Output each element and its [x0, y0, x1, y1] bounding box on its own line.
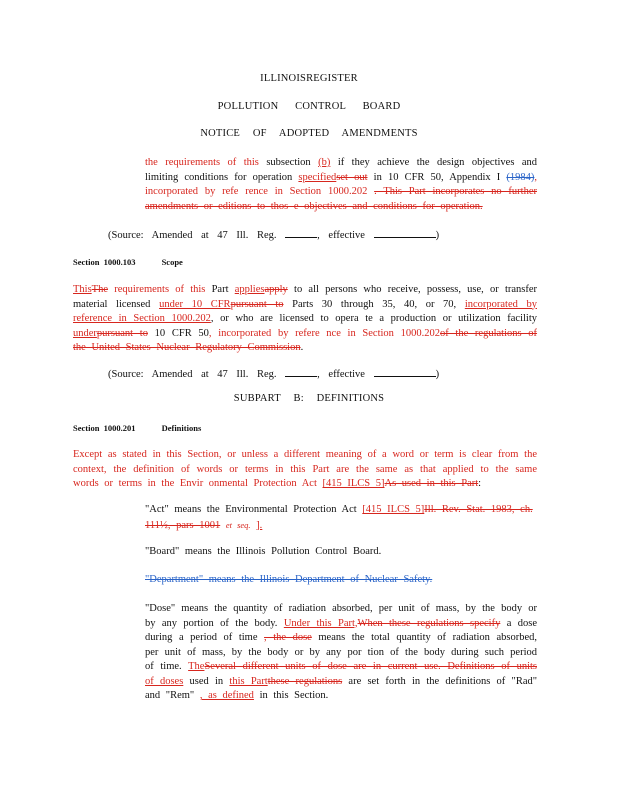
text-run: "Act" means the Environmental Protection Act — [145, 504, 357, 515]
inserted-text: This — [73, 284, 92, 295]
deleted-text: pursuant to — [230, 298, 284, 310]
deleted-text: As used in this Part — [384, 478, 479, 489]
inserted-text: (b) — [318, 157, 331, 168]
inserted-text: incorporated by reference in Section 1000.202 — [73, 298, 537, 324]
source-text: Amended at 47 Ill. Reg. — [151, 230, 277, 241]
board-title: POLLUTION CONTROL BOARD — [217, 101, 401, 112]
blank-line — [374, 227, 436, 238]
deleted-text: set out — [336, 171, 368, 183]
comma: , — [317, 230, 320, 241]
text-run: . — [300, 342, 304, 353]
section-heading — [73, 257, 183, 267]
text-run: Parts 30 through 35, 40, or 70, — [292, 298, 457, 310]
source-note — [108, 227, 439, 241]
scope-paragraph — [73, 283, 537, 356]
inserted-text: under — [73, 327, 97, 339]
source-text: Amended at 47 Ill. Reg. — [151, 369, 277, 380]
inserted-text: ]. — [256, 519, 263, 531]
text-run: to all persons who receive, possess, use, or transfer material licensed — [73, 284, 538, 310]
deleted-text: The — [91, 284, 108, 295]
section-heading — [73, 423, 201, 433]
inserted-text: specified — [298, 171, 337, 183]
blank-line — [285, 366, 317, 377]
section-number: Section 1000.201 — [73, 423, 136, 433]
deleted-text: these regulations — [267, 675, 343, 687]
blank-line — [374, 366, 436, 377]
text-run: a dose during a period of time — [145, 617, 538, 643]
close-paren: ) — [435, 230, 440, 241]
notice-title: NOTICE OF ADOPTED AMENDMENTS — [200, 128, 418, 139]
effective-label: effective — [328, 369, 365, 380]
inserted-text: , incorporated by refere nce in Section 1000.202 — [208, 327, 440, 339]
blank-line — [285, 227, 317, 238]
inserted-text: [415 ILCS 5] — [322, 478, 385, 489]
inserted-text: Under this Part, — [283, 617, 358, 629]
deleted-text: . This Part incorporates no further amendments or editions to thos e objectives and conditions for operation. — [145, 186, 537, 212]
source-label: (Source: — [108, 369, 144, 380]
inserted-text: The — [188, 661, 205, 672]
deleted-text: apply — [264, 284, 288, 295]
deleted-text: Several different units of dose are in current use. Definitions of units — [204, 661, 537, 672]
text-run: : — [478, 478, 482, 489]
deleted-text: , the dose — [264, 632, 312, 643]
inserted-text: this Part — [229, 675, 268, 687]
section-title: Scope — [161, 257, 183, 267]
inserted-text: the requirements of this — [145, 157, 259, 168]
inserted-text: , incorporated by refe rence in Section 1000.202 — [145, 171, 537, 197]
inserted-text: Except as stated in this Section, or unless a different meaning of a word or term is clear from the context, the definition of words or terms in this Part are the same as that applied to the same words or terms in the Envir onmental Protection Act — [73, 449, 537, 489]
subsection-paragraph — [145, 156, 537, 214]
definition-act — [145, 503, 537, 533]
text-run: Part — [211, 284, 229, 295]
definition-department: "Department" means the Illinois Department of Nuclear Safety. — [145, 574, 433, 585]
effective-label: effective — [328, 230, 365, 241]
italic-text: et seq. — [225, 519, 251, 530]
inserted-text: of doses — [145, 675, 184, 687]
deleted-text: Ill. Rev. Stat. 1983, ch. 111½, pars 1001 — [145, 504, 533, 531]
deleted-text: (1984) — [506, 171, 535, 183]
deleted-text: pursuant to — [96, 327, 148, 339]
text-run: , or who are licensed to opera te a production or utilization facility — [210, 313, 537, 324]
comma: , — [317, 369, 320, 380]
text-run: in 10 CFR 50, Appendix I — [373, 171, 501, 183]
source-label: (Source: — [108, 230, 144, 241]
text-run: if they achieve the design objectives and limiting conditions for operation — [145, 157, 538, 183]
text-run: used in — [189, 675, 224, 687]
definitions-intro — [73, 448, 537, 492]
text-run: subsection — [266, 157, 311, 168]
register-title: ILLINOISREGISTER — [260, 73, 358, 84]
definition-dose — [145, 602, 537, 704]
source-note — [108, 366, 439, 380]
section-title: Definitions — [161, 423, 202, 433]
inserted-text: applies — [234, 284, 265, 295]
inserted-text: requirements of this — [114, 284, 206, 295]
section-number: Section 1000.103 — [73, 257, 136, 267]
deleted-text: of the regulations of the United States Nuclear Regulatory Commission — [73, 327, 538, 353]
inserted-text: , as defined — [199, 690, 254, 701]
text-run: means the total quantity of radiation absorbed, per unit of mass, by the body or by any por tion of the body during such period of time. — [145, 632, 537, 672]
inserted-text: under 10 CFR — [159, 298, 231, 310]
deleted-text: When these regulations specify — [357, 617, 501, 629]
inserted-text: [415 ILCS 5] — [362, 504, 425, 515]
definition-board: "Board" means the Illinois Pollution Control Board. — [145, 546, 382, 557]
subpart-heading: SUBPART B: DEFINITIONS — [233, 393, 385, 404]
text-run: "Dose" means the quantity of radiation absorbed, per unit of mass, by the body or by any portion of the body. — [145, 603, 537, 629]
text-run: in this Section. — [259, 690, 329, 701]
text-run: are set forth in the definitions of "Rad" and "Rem" — [145, 675, 538, 701]
text-run: 10 CFR 50 — [154, 327, 209, 339]
close-paren: ) — [435, 369, 440, 380]
